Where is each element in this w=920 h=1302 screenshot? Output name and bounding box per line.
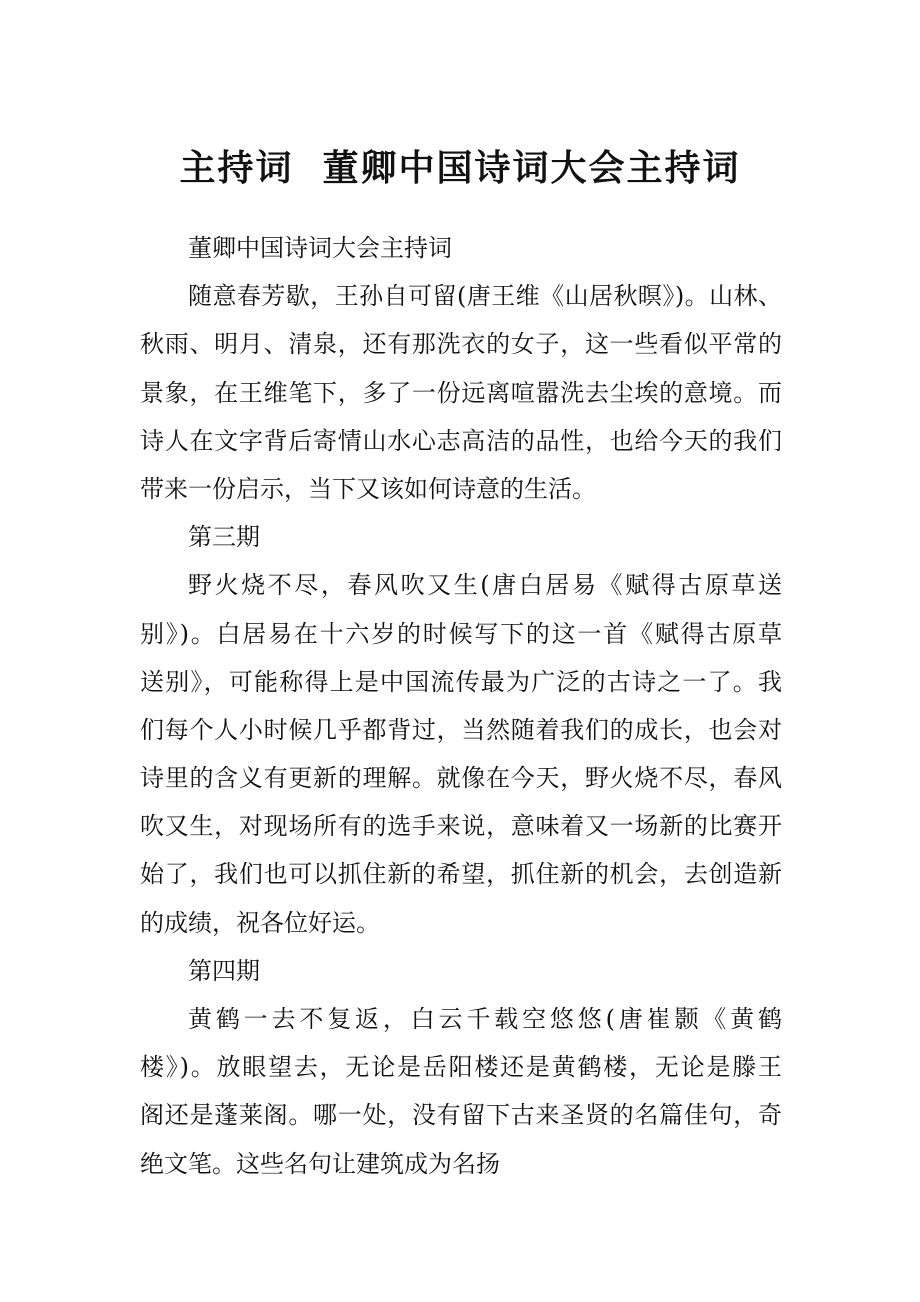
paragraph-line: 诗里的含义有更新的理解。就像在今天，野火烧不尽，春风 xyxy=(140,764,782,793)
paragraph-line: 的成绩，祝各位好运。 xyxy=(140,908,380,937)
paragraph-line: 随意春芳歇，王孙自可留(唐王维《山居秋暝》)。山林、 xyxy=(188,282,782,311)
document-subtitle: 董卿中国诗词大会主持词 xyxy=(188,234,452,262)
document-title: 主持词 董卿中国诗词大会主持词 xyxy=(179,147,741,189)
document-body xyxy=(140,224,782,1188)
paragraph-line: 带来一份启示，当下又该如何诗意的生活。 xyxy=(140,474,596,503)
paragraph-line: 景象，在王维笔下，多了一份远离喧嚣洗去尘埃的意境。而 xyxy=(140,378,782,407)
paragraph-line: 绝文笔。这些名句让建筑成为名扬 xyxy=(140,1149,500,1178)
paragraph-intro xyxy=(140,272,782,513)
paragraph-line: 阁还是蓬莱阁。哪一处，没有留下古来圣贤的名篇佳句，奇 xyxy=(140,1101,782,1130)
paragraph-line: 始了，我们也可以抓住新的希望，抓住新的机会，去创造新 xyxy=(140,860,782,889)
paragraph-line: 诗人在文字背后寄情山水心志高洁的品性，也给今天的我们 xyxy=(140,426,782,455)
paragraph-line: 别》)。白居易在十六岁的时候写下的这一首《赋得古原草 xyxy=(140,619,782,648)
section-heading-episode-4: 第四期 xyxy=(188,956,260,985)
paragraph-episode-3 xyxy=(140,561,782,947)
section-heading-episode-3: 第三期 xyxy=(188,523,260,552)
paragraph-line: 们每个人小时候几乎都背过，当然随着我们的成长，也会对 xyxy=(140,715,782,744)
paragraph-line: 楼》)。放眼望去，无论是岳阳楼还是黄鹤楼，无论是滕王 xyxy=(140,1053,782,1082)
paragraph-line: 送别》，可能称得上是中国流传最为广泛的古诗之一了。我 xyxy=(140,667,782,696)
paragraph-episode-4 xyxy=(140,995,782,1188)
paragraph-line: 黄鹤一去不复返，白云千载空悠悠(唐崔颢《黄鹤 xyxy=(188,1005,782,1033)
paragraph-line: 野火烧不尽，春风吹又生(唐白居易《赋得古原草送 xyxy=(188,571,782,600)
paragraph-line: 秋雨、明月、清泉，还有那洗衣的女子，这一些看似平常的 xyxy=(140,330,782,359)
paragraph-line: 吹又生，对现场所有的选手来说，意味着又一场新的比赛开 xyxy=(140,812,782,841)
